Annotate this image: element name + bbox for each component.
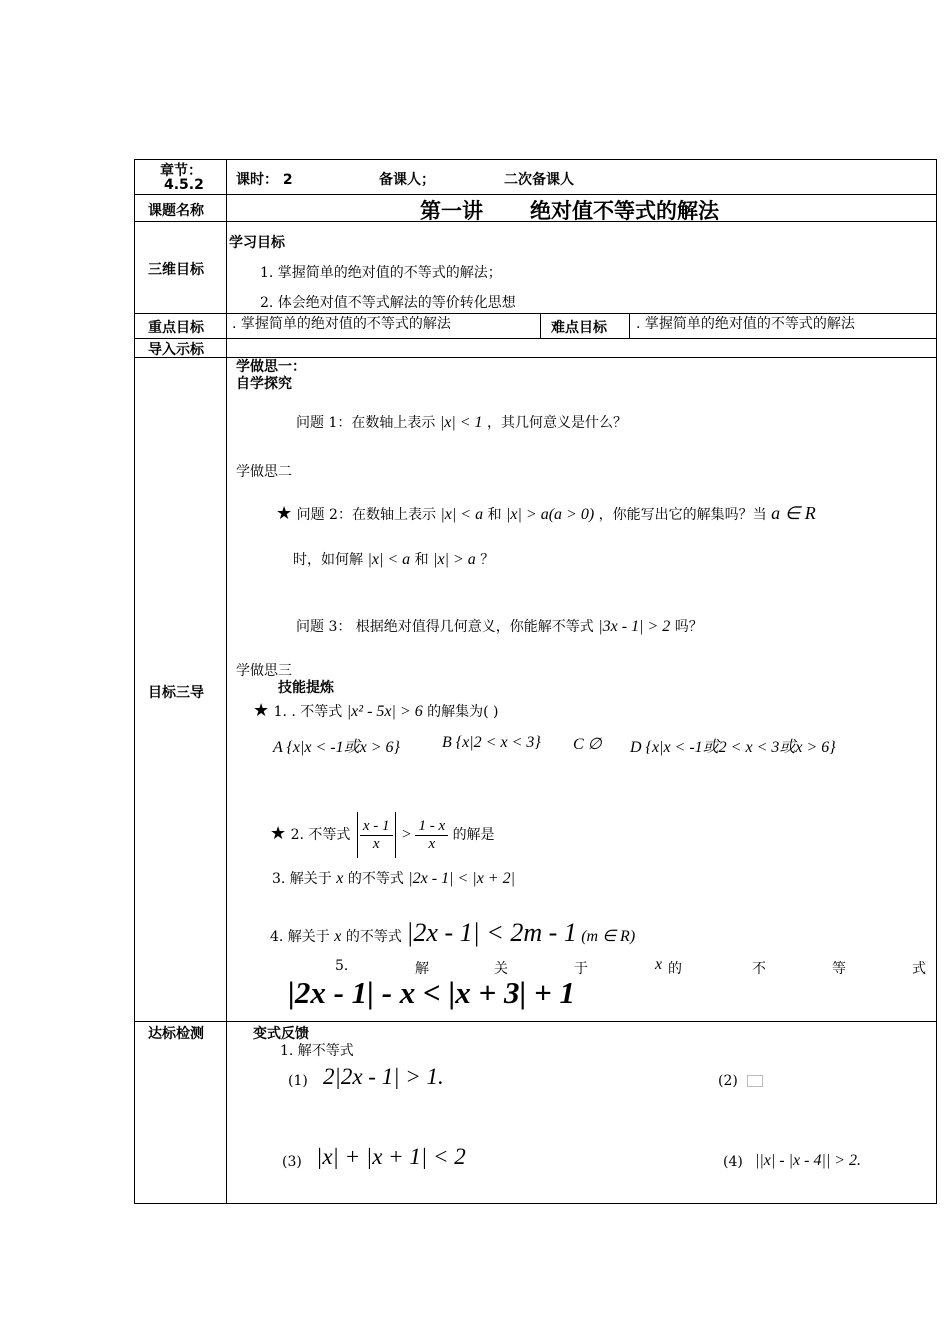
e2-suffix: 的解是 <box>452 827 495 843</box>
chapter-value: 4.5.2 <box>164 177 204 193</box>
course-title-label: 课题名称 <box>148 203 204 219</box>
e4-cond: (m ∈ R) <box>581 928 636 945</box>
q3-suffix: 吗？ <box>674 619 703 635</box>
e2-frac2-den: x <box>428 835 436 852</box>
table-column-divider <box>226 159 227 1204</box>
intro-label: 导入示标 <box>148 342 204 358</box>
section2-title: 学做思二 <box>236 464 292 480</box>
e5-word: 关 <box>494 961 508 977</box>
e1-math: |x² - 5x| > 6 <box>346 703 423 720</box>
broken-image-icon <box>747 1075 763 1087</box>
e5-word: 式 <box>912 961 926 977</box>
q2-mid: ，你能写出它的解集吗？当 <box>598 507 767 523</box>
q2-math1: |x| < a <box>440 506 484 523</box>
row-divider <box>134 338 937 339</box>
second-preparer: 二次备课人 <box>504 172 574 188</box>
question-3 <box>296 616 703 636</box>
q1-prefix: 问题 1：在数轴上表示 <box>296 415 436 431</box>
e5-var: x <box>655 956 663 973</box>
e1-option-c: C ∅ <box>573 736 602 753</box>
e5-num: 5. <box>335 958 349 974</box>
goals-label: 三维目标 <box>148 262 204 278</box>
q1-math: |x| < 1 <box>439 414 483 431</box>
page-title-part1: 第一讲 <box>420 199 483 223</box>
question-2-line2 <box>293 549 494 569</box>
goals-heading: 学习目标 <box>229 235 285 251</box>
star-icon: ★ <box>276 503 293 524</box>
e2-prefix: 2. 不等式 <box>290 827 351 843</box>
lesson-hours: 课时： 2 <box>236 172 293 188</box>
q2-math3: a ∈ R <box>771 503 816 523</box>
exercise-2 <box>270 812 495 858</box>
row-divider <box>134 1021 937 1022</box>
key-label: 重点目标 <box>148 320 204 336</box>
check-intro: 1. 解不等式 <box>280 1043 354 1059</box>
problem-1-num: (1) <box>288 1073 308 1089</box>
e3-math: |2x - 1| < |x + 2| <box>408 870 515 887</box>
q2-line2-suffix: ？ <box>480 552 495 568</box>
q2-line2-math1: |x| < a <box>367 551 411 568</box>
question-2 <box>276 503 816 524</box>
e5-word: 的 <box>668 961 682 977</box>
problem-3-math: |x| + |x + 1| < 2 <box>316 1144 466 1169</box>
e2-fraction-1 <box>360 818 393 853</box>
e1-option-a: A {x|x < -1或x > 6} <box>273 739 400 756</box>
chapter-label: 章节： <box>160 163 202 179</box>
problem-3-num: (3) <box>282 1154 302 1170</box>
e1-option-d: D {x|x < -1或2 < x < 3或x > 6} <box>630 739 836 756</box>
check-sub: 变式反馈 <box>253 1026 309 1042</box>
e2-gt: > <box>401 826 411 843</box>
problem-4-math: ||x| - |x - 4|| > 2. <box>755 1152 862 1169</box>
table-border-bottom <box>134 1203 937 1204</box>
q3-prefix: 问题 3： 根据绝对值得几何意义，你能解不等式 <box>296 619 594 635</box>
e3-var: x <box>336 870 344 887</box>
exercise-4 <box>270 918 635 948</box>
e5-word: 不 <box>752 961 766 977</box>
e1-option-b: B {x|2 < x < 3} <box>442 734 541 751</box>
goal-item-2: 2. 体会绝对值不等式解法的等价转化思想 <box>260 295 516 311</box>
difficulty-label: 难点目标 <box>551 320 607 336</box>
q3-math: |3x - 1| > 2 <box>598 618 671 635</box>
e4-math: |2x - 1| < 2m - 1 <box>406 918 577 947</box>
e5-word: 解 <box>415 961 429 977</box>
main-label: 目标三导 <box>148 685 204 701</box>
e5-word: 等 <box>832 961 846 977</box>
table-border-top <box>134 159 937 160</box>
problem-2-num: (2) <box>718 1073 738 1089</box>
e1-suffix: 的解集为( ) <box>427 704 499 720</box>
section3-sub: 技能提炼 <box>278 680 334 696</box>
e5-word: 于 <box>574 961 588 977</box>
problem-4-num: (4) <box>723 1154 743 1170</box>
e5-math: |2x - 1| - x < |x + 3| + 1 <box>288 975 575 1010</box>
e2-frac1-den: x <box>372 835 380 852</box>
e3-mid: 的不等式 <box>347 871 404 887</box>
e1-prefix: 1. . 不等式 <box>273 704 343 720</box>
q2-and: 和 <box>487 507 502 523</box>
goal-item-1: 1. 掌握简单的绝对值的不等式的解法； <box>260 265 502 281</box>
q2-math2: |x| > a(a > 0) <box>506 506 595 523</box>
key-text: . 掌握简单的绝对值的不等式的解法 <box>232 316 451 332</box>
e4-prefix: 4. 解关于 <box>270 929 330 945</box>
section1-title: 学做思一： <box>236 359 306 375</box>
section1-sub: 自学探究 <box>236 376 292 392</box>
e2-fraction-2 <box>415 818 448 853</box>
page-title-part2: 绝对值不等式的解法 <box>530 199 719 223</box>
question-1 <box>296 412 627 432</box>
table-border-left <box>134 159 135 1204</box>
key-row-divider <box>629 313 630 338</box>
difficulty-text: . 掌握简单的绝对值的不等式的解法 <box>636 316 855 332</box>
e4-mid: 的不等式 <box>345 929 402 945</box>
e3-prefix: 3. 解关于 <box>272 871 332 887</box>
q2-line2-prefix: 时，如何解 <box>293 552 363 568</box>
star-icon: ★ <box>270 823 287 844</box>
e2-frac2-num: 1 - x <box>415 818 448 836</box>
check-label: 达标检测 <box>148 1026 204 1042</box>
exercise-3 <box>272 868 515 888</box>
q1-suffix: ，其几何意义是什么？ <box>486 415 627 431</box>
e2-frac1-num: x - 1 <box>360 818 393 836</box>
star-icon: ★ <box>253 700 270 721</box>
q2-line2-math2: |x| > a <box>433 551 476 568</box>
q2-line2-and: 和 <box>414 552 429 568</box>
e4-var: x <box>334 928 342 945</box>
section3-title: 学做思三 <box>236 663 292 679</box>
exercise-1 <box>253 700 499 721</box>
table-border-right <box>936 159 937 1204</box>
preparer: 备课人； <box>379 172 435 188</box>
problem-1-math: 2|2x - 1| > 1. <box>323 1064 444 1089</box>
q2-prefix: 问题 2：在数轴上表示 <box>296 507 436 523</box>
key-row-divider <box>540 313 541 338</box>
